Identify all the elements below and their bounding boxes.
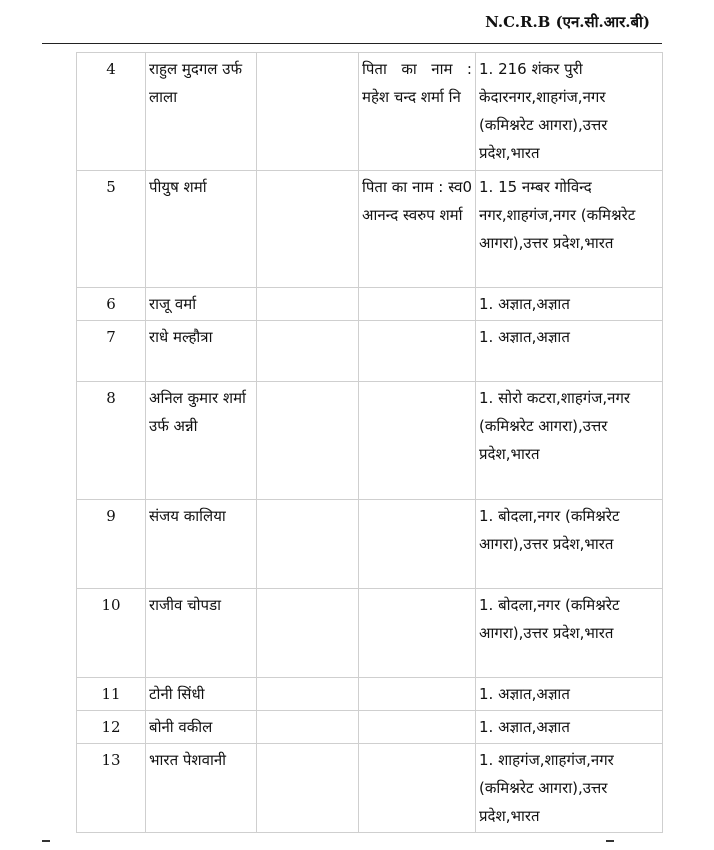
address-cell: 1. अज्ञात,अज्ञात [476, 321, 663, 382]
person-name: राधे मल्हौत्रा [146, 321, 257, 382]
person-name: राजू वर्मा [146, 288, 257, 321]
table-row [77, 321, 663, 382]
person-name: अनिल कुमार शर्मा उर्फ अन्नी [146, 382, 257, 500]
relation-cell [359, 678, 476, 711]
address-cell: 1. बोदला,नगर (कमिश्नरेट आगरा),उत्तर प्रदेश,भारत [476, 589, 663, 678]
alias-cell [257, 744, 359, 833]
table-row [77, 288, 663, 321]
address-cell: 1. 216 शंकर पुरी केदारनगर,शाहगंज,नगर (कमिश्नरेट आगरा),उत्तर प्रदेश,भारत [476, 53, 663, 171]
serial-number: 12 [77, 711, 146, 744]
serial-number: 9 [77, 500, 146, 589]
header-divider [42, 43, 662, 44]
serial-number: 7 [77, 321, 146, 382]
address-cell: 1. अज्ञात,अज्ञात [476, 711, 663, 744]
table-row [77, 382, 663, 500]
table-row [77, 711, 663, 744]
person-name: पीयुष शर्मा [146, 171, 257, 288]
page-mark-right [606, 840, 614, 842]
alias-cell [257, 711, 359, 744]
accused-table [76, 52, 663, 833]
relation-cell: पिता का नाम : महेश चन्द शर्मा नि [359, 53, 476, 171]
relation-cell [359, 744, 476, 833]
serial-number: 5 [77, 171, 146, 288]
table-row [77, 500, 663, 589]
table-row [77, 678, 663, 711]
alias-cell [257, 288, 359, 321]
alias-cell [257, 589, 359, 678]
table-row [77, 744, 663, 833]
serial-number: 10 [77, 589, 146, 678]
address-cell: 1. 15 नम्बर गोविन्द नगर,शाहगंज,नगर (कमिश्नरेट आगरा),उत्तर प्रदेश,भारत [476, 171, 663, 288]
person-name: टोनी सिंधी [146, 678, 257, 711]
person-name: राहुल मुदगल उर्फ लाला [146, 53, 257, 171]
relation-cell [359, 711, 476, 744]
alias-cell [257, 171, 359, 288]
relation-cell [359, 288, 476, 321]
address-cell: 1. बोदला,नगर (कमिश्नरेट आगरा),उत्तर प्रदेश,भारत [476, 500, 663, 589]
person-name: संजय कालिया [146, 500, 257, 589]
address-cell: 1. अज्ञात,अज्ञात [476, 678, 663, 711]
page-mark-left [42, 840, 50, 842]
serial-number: 4 [77, 53, 146, 171]
serial-number: 13 [77, 744, 146, 833]
relation-cell [359, 382, 476, 500]
table-row [77, 589, 663, 678]
table-row [77, 53, 663, 171]
serial-number: 8 [77, 382, 146, 500]
person-name: भारत पेशवानी [146, 744, 257, 833]
alias-cell [257, 382, 359, 500]
person-name: राजीव चोपडा [146, 589, 257, 678]
serial-number: 11 [77, 678, 146, 711]
table-row [77, 171, 663, 288]
alias-cell [257, 678, 359, 711]
serial-number: 6 [77, 288, 146, 321]
relation-cell [359, 500, 476, 589]
relation-cell [359, 589, 476, 678]
relation-cell [359, 321, 476, 382]
address-cell: 1. सोरो कटरा,शाहगंज,नगर (कमिश्नरेट आगरा),उत्तर प्रदेश,भारत [476, 382, 663, 500]
address-cell: 1. अज्ञात,अज्ञात [476, 288, 663, 321]
address-cell: 1. शाहगंज,शाहगंज,नगर (कमिश्नरेट आगरा),उत्तर प्रदेश,भारत [476, 744, 663, 833]
document-header: N.C.R.B (एन.सी.आर.बी) [485, 13, 650, 31]
alias-cell [257, 321, 359, 382]
relation-cell: पिता का नाम : स्व0 आनन्द स्वरुप शर्मा [359, 171, 476, 288]
alias-cell [257, 53, 359, 171]
alias-cell [257, 500, 359, 589]
person-name: बोनी वकील [146, 711, 257, 744]
